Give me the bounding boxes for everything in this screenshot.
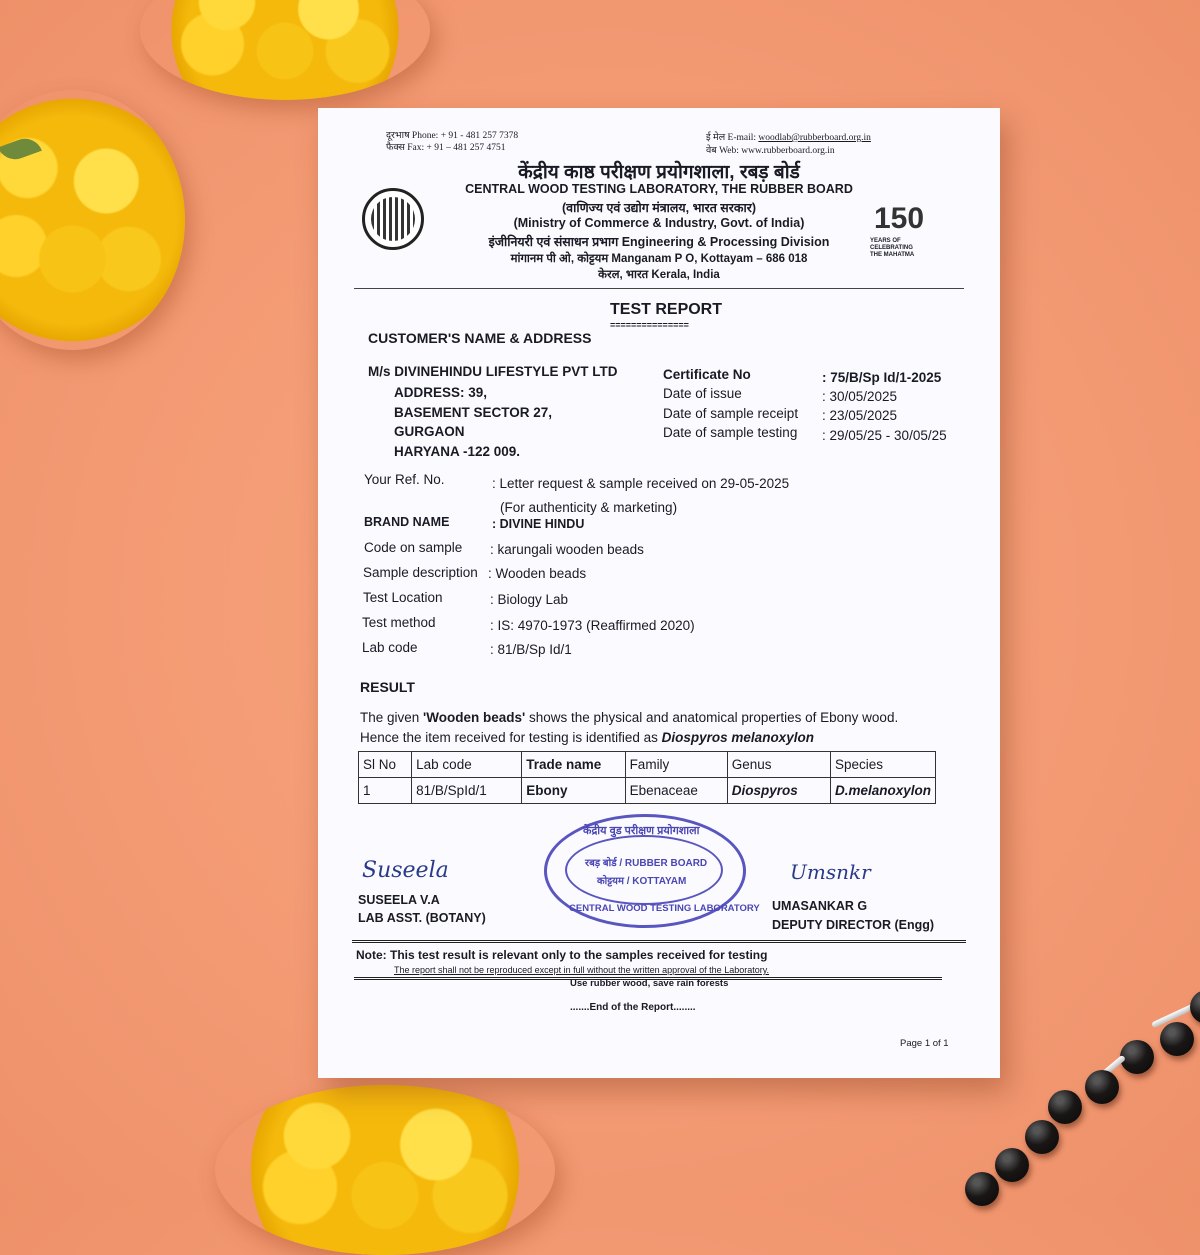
date-testing-label: Date of sample testing <box>663 425 798 440</box>
table-row <box>359 778 936 804</box>
report-title: TEST REPORT <box>610 301 723 318</box>
right-signatory-name: UMASANKAR G <box>772 899 868 913</box>
marigold-flower-left <box>0 90 185 350</box>
ministry-english: (Ministry of Commerce & Industry, Govt. of India) <box>513 216 805 230</box>
footer-note: Note: This test result is relevant only to the samples received for testing <box>356 948 768 962</box>
left-signatory-title: LAB ASST. (BOTANY) <box>358 911 486 925</box>
certificate-number: : 75/B/Sp Id/1-2025 <box>822 370 942 385</box>
method-label: Test method <box>362 615 436 630</box>
brand-value: : DIVINE HINDU <box>492 517 585 531</box>
web-link[interactable]: www.rubberboard.org.in <box>741 146 835 156</box>
location-value: : Biology Lab <box>490 592 569 607</box>
marigold-flower-top <box>140 0 430 100</box>
customer-address: ADDRESS: 39, BASEMENT SECTOR 27, GURGAON HARYANA -122 009. <box>394 385 553 459</box>
description-value: : Wooden beads <box>488 566 587 581</box>
fax-line: फैक्स Fax: + 91 – 481 257 4751 <box>386 143 506 153</box>
labcode-value: : 81/B/Sp Id/1 <box>490 642 572 657</box>
code-label: Code on sample <box>364 540 463 555</box>
labcode-label: Lab code <box>362 640 418 655</box>
result-line-2: Hence the item received for testing is identified as Diospyros melanoxylon <box>360 730 814 745</box>
th-labcode: Lab code <box>412 752 522 778</box>
cell-tradename: Ebony <box>522 778 625 804</box>
cell-family: Ebenaceae <box>625 778 727 804</box>
marigold-flower-bottom <box>215 1085 555 1255</box>
footer-slogan: Use rubber wood, save rain forests <box>570 978 729 989</box>
gandhi-150-logo: 150 YEARS OF CELEBRATING THE MAHATMA <box>870 202 925 258</box>
address-line-1: मांगानम पी ओ, कोट्टयम Manganam P O, Kottayam – 686 018 <box>510 253 808 265</box>
ref-purpose: (For authenticity & marketing) <box>500 500 678 515</box>
email-line: ई मेल E-mail: woodlab@rubberboard.org.in <box>706 133 871 143</box>
date-issue-value: : 30/05/2025 <box>822 389 898 404</box>
customer-heading: CUSTOMER'S NAME & ADDRESS <box>368 330 592 346</box>
customer-name: M/s DIVINEHINDU LIFESTYLE PVT LTD <box>368 364 618 379</box>
address-line-2: केरल, भारत Kerala, India <box>598 269 720 281</box>
cell-species: D.melanoxylon <box>830 778 935 804</box>
result-line-1: The given 'Wooden beads' shows the physical and anatomical properties of Ebony wood. <box>360 710 899 725</box>
table-header-row <box>359 752 936 778</box>
certificate-label: Certificate No <box>663 367 751 382</box>
th-slno: Sl No <box>359 752 412 778</box>
title-underline: =============== <box>610 320 689 330</box>
ministry-hindi: (वाणिज्य एवं उद्योग मंत्रालय, भारत सरकार) <box>561 201 756 215</box>
date-issue-label: Date of issue <box>663 386 742 401</box>
location-label: Test Location <box>363 590 443 605</box>
ref-value: : Letter request & sample received on 29-05-2025 <box>492 476 790 491</box>
th-genus: Genus <box>727 752 830 778</box>
brand-label: BRAND NAME <box>364 515 450 529</box>
th-family: Family <box>625 752 727 778</box>
left-signatory-name: SUSEELA V.A <box>358 893 440 907</box>
th-species: Species <box>830 752 935 778</box>
result-table <box>358 751 936 804</box>
date-testing-value: : 29/05/25 - 30/05/25 <box>822 428 947 443</box>
laboratory-stamp: केंद्रीय वुड परीक्षण प्रयोगशाला रबड़ बोर्ड / RUBBER BOARD कोट्टयम / KOTTAYAM CENTRAL WOOD TESTING LABORATORY <box>544 814 746 928</box>
header-divider <box>354 288 964 289</box>
ref-label: Your Ref. No. <box>364 472 445 487</box>
cell-slno: 1 <box>359 778 412 804</box>
date-receipt-value: : 23/05/2025 <box>822 408 898 423</box>
email-link[interactable]: woodlab@rubberboard.org.in <box>758 133 871 143</box>
division-line: इंजीनियरी एवं संसाधन प्रभाग Engineering & Processing Division <box>488 235 830 249</box>
description-label: Sample description <box>363 565 478 580</box>
right-signatory-title: DEPUTY DIRECTOR (Engg) <box>772 918 935 932</box>
cell-genus: Diospyros <box>727 778 830 804</box>
code-value: : karungali wooden beads <box>490 542 644 557</box>
result-heading: RESULT <box>360 679 415 695</box>
method-value: : IS: 4970-1973 (Reaffirmed 2020) <box>490 618 695 633</box>
org-name-english: CENTRAL WOOD TESTING LABORATORY, THE RUBBER BOARD <box>465 182 853 196</box>
org-name-hindi: केंद्रीय काष्ठ परीक्षण प्रयोगशाला, रबड़ बोर्ड <box>518 162 800 183</box>
th-tradename: Trade name <box>522 752 625 778</box>
test-report-document <box>318 108 1000 1078</box>
page-number: Page 1 of 1 <box>900 1038 949 1049</box>
web-line: वेब Web: www.rubberboard.org.in <box>706 146 835 156</box>
footer-reproduce: The report shall not be reproduced except in full without the written approval of the Laboratory. <box>394 965 770 975</box>
date-receipt-label: Date of sample receipt <box>663 406 799 421</box>
end-of-report: .......End of the Report........ <box>570 1002 696 1013</box>
phone-line: दूरभाष Phone: + 91 - 481 257 7378 <box>386 131 519 141</box>
cell-labcode: 81/B/SpId/1 <box>412 778 522 804</box>
right-signature: Umsnkr <box>790 860 871 884</box>
left-signature: Suseela <box>362 858 449 883</box>
footer-top-rule <box>352 940 966 943</box>
